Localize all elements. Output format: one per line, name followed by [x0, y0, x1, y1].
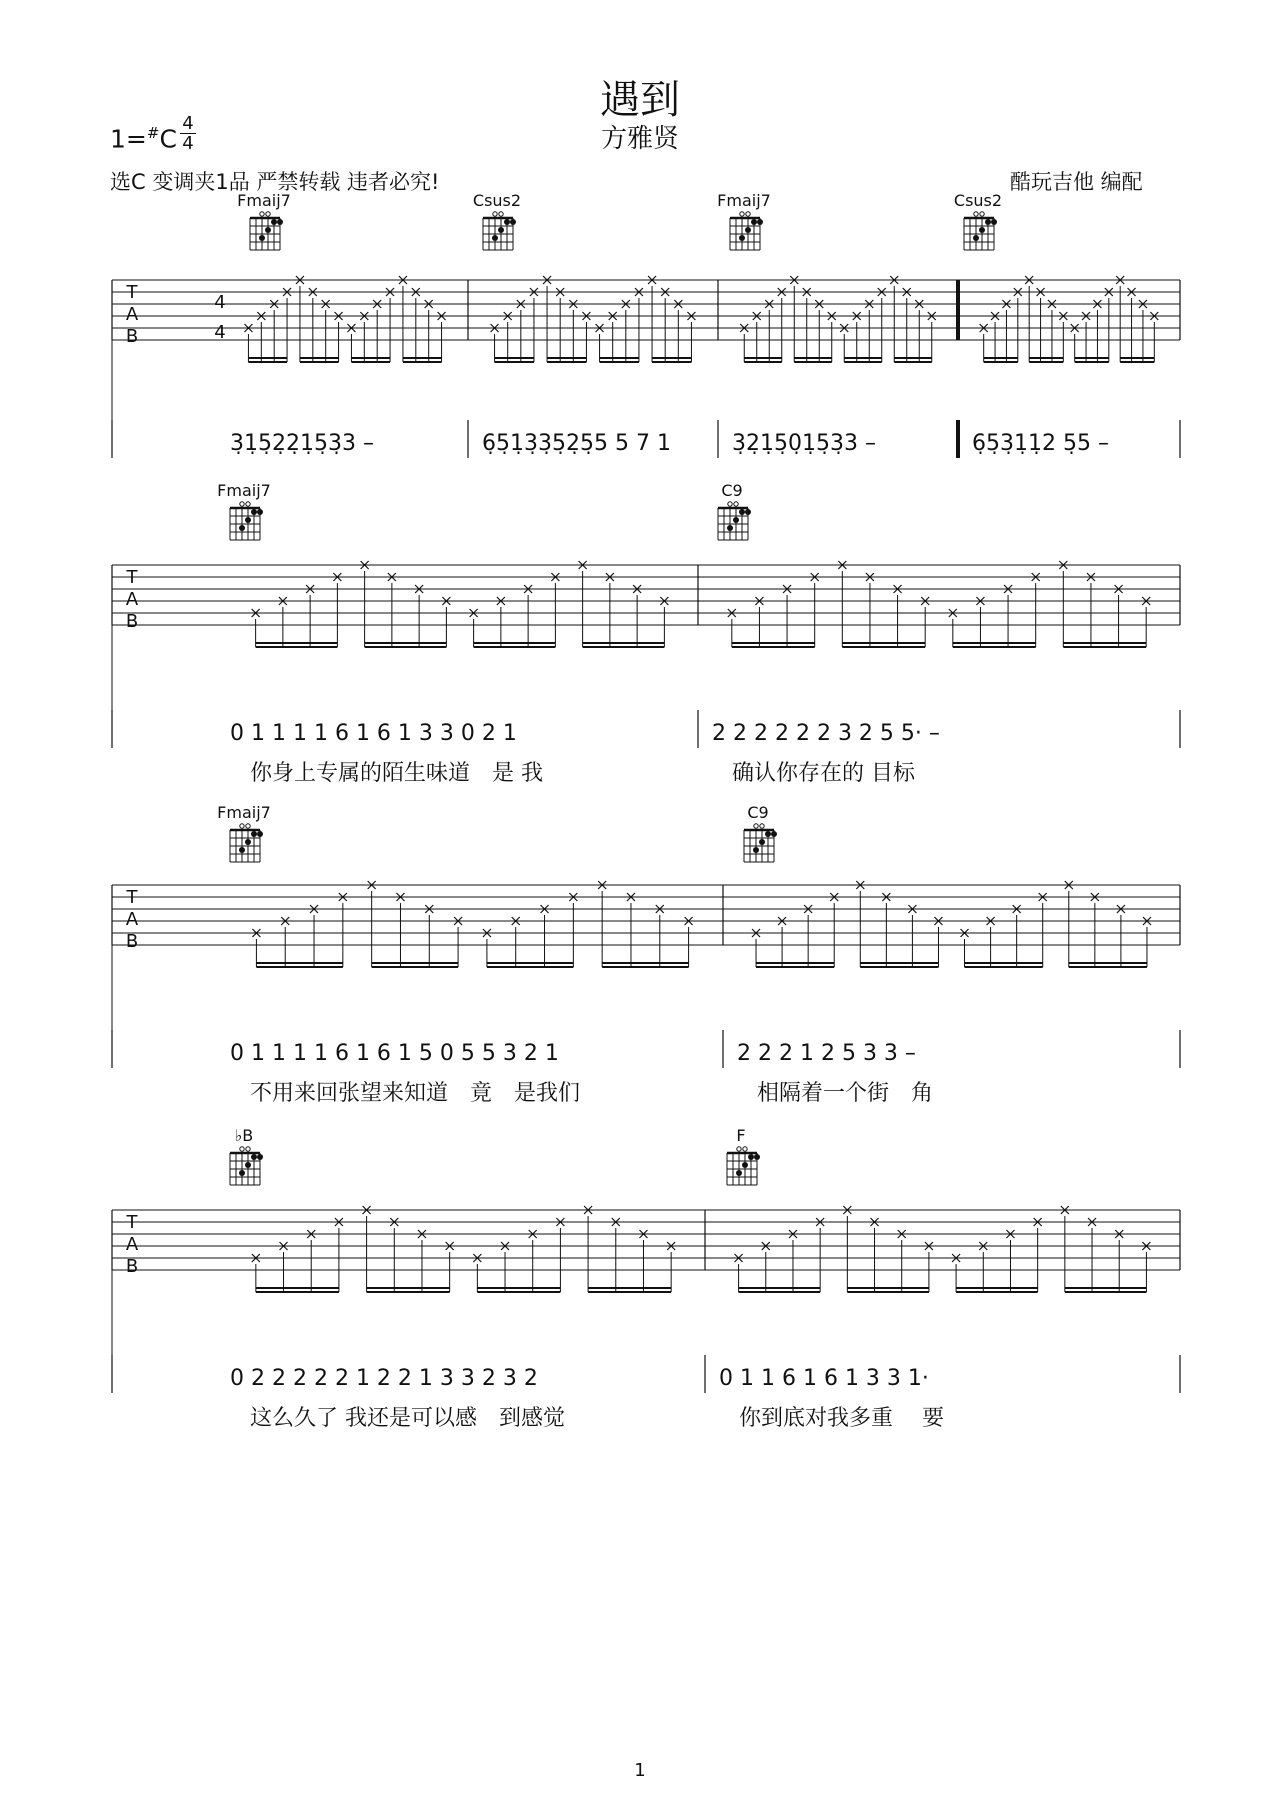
open-string-mark: [240, 502, 244, 506]
key-prefix: 1=: [110, 124, 147, 154]
finger-dot: [510, 219, 516, 225]
key-note: C: [159, 124, 177, 154]
finger-dot: [745, 509, 751, 515]
numbered-notes: 6̣5̣3̣1̣1̣2 5̣5 –: [972, 431, 1109, 456]
open-string-mark: [740, 212, 744, 216]
chord-name: Fmaij7: [217, 803, 271, 822]
open-string-mark: [746, 212, 750, 216]
sharp-icon: #: [146, 124, 160, 142]
numbered-notes: 0 1 1 6 1 6 1 3 3 1·: [719, 1366, 929, 1391]
finger-dot: [265, 227, 271, 233]
lyrics-line: 不用来回张望来知道 竟 是我们: [250, 1081, 581, 1106]
finger-dot: [736, 1170, 742, 1176]
tab-clef-letter: T: [126, 887, 138, 908]
time-top: 4: [182, 113, 194, 134]
open-string-mark: [246, 1147, 250, 1151]
numbered-notes: 0 1 1 1 1 6 1 6 1 3 3 0 2 1: [230, 721, 517, 746]
tab-time-bottom: 4: [214, 322, 226, 343]
capo-note: 选C 变调夹1品 严禁转载 违者必究!: [110, 170, 440, 194]
open-string-mark: [754, 824, 758, 828]
finger-dot: [765, 831, 771, 837]
time-bottom: 4: [180, 133, 196, 153]
finger-dot: [991, 219, 997, 225]
finger-dot: [251, 1154, 257, 1160]
numbered-notes: 0 1 1 1 1 6 1 6 1 5 0 5 5 3 2 1: [230, 1041, 559, 1066]
lyrics-line: 你身上专属的陌生味道 是 我: [250, 761, 543, 786]
arranger-credit: 酷玩吉他 编配: [1010, 170, 1143, 194]
chord-name: Fmaij7: [237, 191, 291, 210]
finger-dot: [257, 1154, 263, 1160]
chord-diagram: [717, 191, 771, 250]
open-string-mark: [240, 824, 244, 828]
lyrics-line: 相隔着一个街 角: [757, 1081, 934, 1106]
finger-dot: [742, 1162, 748, 1168]
tab-time-top: 4: [214, 292, 226, 313]
tab-clef-letter: T: [126, 282, 138, 303]
chord-diagram: [744, 803, 777, 862]
tab-system: [112, 1206, 1180, 1431]
open-string-mark: [246, 502, 250, 506]
finger-dot: [251, 509, 257, 515]
open-string-mark: [734, 502, 738, 506]
finger-dot: [277, 219, 283, 225]
finger-dot: [757, 219, 763, 225]
chord-diagram: [718, 481, 751, 540]
finger-dot: [745, 227, 751, 233]
chord-diagram: [954, 191, 1002, 250]
open-string-mark: [493, 212, 497, 216]
lyrics-line: 确认你存在的 目标: [732, 761, 915, 786]
chord-diagram: [473, 191, 521, 250]
numbered-notes: 2 2 2 1 2 5 3 3 –: [737, 1041, 916, 1066]
finger-dot: [259, 235, 265, 241]
open-string-mark: [260, 212, 264, 216]
numbered-notes: 6̣5̣1̣3̣3̣5̣2̣5̣5 5 7 1: [482, 431, 671, 456]
tab-system: [112, 276, 1180, 458]
finger-dot: [739, 509, 745, 515]
open-string-mark: [266, 212, 270, 216]
open-string-mark: [737, 1147, 741, 1151]
chord-name: Csus2: [472, 191, 522, 210]
chord-name: Fmaij7: [217, 481, 271, 500]
tab-clef-letter: A: [125, 304, 139, 325]
finger-dot: [271, 219, 277, 225]
open-string-mark: [728, 502, 732, 506]
tab-clef-letter: A: [125, 1234, 139, 1255]
chord-name: ♭B: [234, 1126, 254, 1145]
finger-dot: [759, 839, 765, 845]
tab-clef-letter: B: [125, 611, 139, 632]
open-string-mark: [499, 212, 503, 216]
chord-diagram: [230, 1126, 263, 1185]
finger-dot: [754, 1154, 760, 1160]
finger-dot: [257, 831, 263, 837]
finger-dot: [979, 227, 985, 233]
finger-dot: [739, 235, 745, 241]
finger-dot: [733, 517, 739, 523]
tab-clef-letter: B: [125, 326, 139, 347]
chord-diagram: [237, 191, 291, 250]
numbered-notes: 3̣1̣5̣2̣2̣1̣5̣3̣3 –: [230, 431, 374, 456]
tab-clef-letter: T: [126, 567, 138, 588]
tab-clef-letter: A: [125, 589, 139, 610]
chord-name: C9: [747, 803, 769, 822]
lyrics-line: 这么久了 我还是可以感 到感觉: [250, 1406, 565, 1431]
open-string-mark: [760, 824, 764, 828]
open-string-mark: [246, 824, 250, 828]
finger-dot: [973, 235, 979, 241]
chord-diagram: [217, 481, 271, 540]
tab-system: [112, 561, 1180, 786]
tab-clef-letter: B: [125, 1256, 139, 1277]
artist-name: 方雅贤: [600, 124, 679, 154]
page-number: 1: [634, 1760, 646, 1781]
chord-name: F: [736, 1126, 746, 1145]
tab-clef-letter: B: [125, 931, 139, 952]
lyrics-line: 你到底对我多重 要: [739, 1406, 944, 1431]
finger-dot: [985, 219, 991, 225]
finger-dot: [239, 847, 245, 853]
tab-system: [112, 881, 1180, 1106]
open-string-mark: [974, 212, 978, 216]
finger-dot: [245, 839, 251, 845]
chord-diagram: [727, 1126, 760, 1185]
open-string-mark: [240, 1147, 244, 1151]
finger-dot: [771, 831, 777, 837]
numbered-notes: 3̣2̣1̣5̣0̣1̣5̣3̣3 –: [732, 431, 876, 456]
finger-dot: [727, 525, 733, 531]
finger-dot: [239, 1170, 245, 1176]
chord-name: C9: [721, 481, 743, 500]
chord-name: Fmaij7: [717, 191, 771, 210]
song-title: 遇到: [600, 77, 680, 123]
finger-dot: [751, 219, 757, 225]
finger-dot: [251, 831, 257, 837]
finger-dot: [753, 847, 759, 853]
numbered-notes: 0 2 2 2 2 2 1 2 2 1 3 3 2 3 2: [230, 1366, 538, 1391]
finger-dot: [245, 517, 251, 523]
tab-clef-letter: T: [126, 1212, 138, 1233]
open-string-mark: [980, 212, 984, 216]
numbered-notes: 2 2 2 2 2 2 3 2 5 5· –: [712, 721, 940, 746]
finger-dot: [748, 1154, 754, 1160]
tab-clef-letter: A: [125, 909, 139, 930]
finger-dot: [239, 525, 245, 531]
chord-diagram: [217, 803, 271, 862]
chord-name: Csus2: [953, 191, 1003, 210]
finger-dot: [492, 235, 498, 241]
finger-dot: [245, 1162, 251, 1168]
finger-dot: [504, 219, 510, 225]
finger-dot: [257, 509, 263, 515]
open-string-mark: [743, 1147, 747, 1151]
finger-dot: [498, 227, 504, 233]
